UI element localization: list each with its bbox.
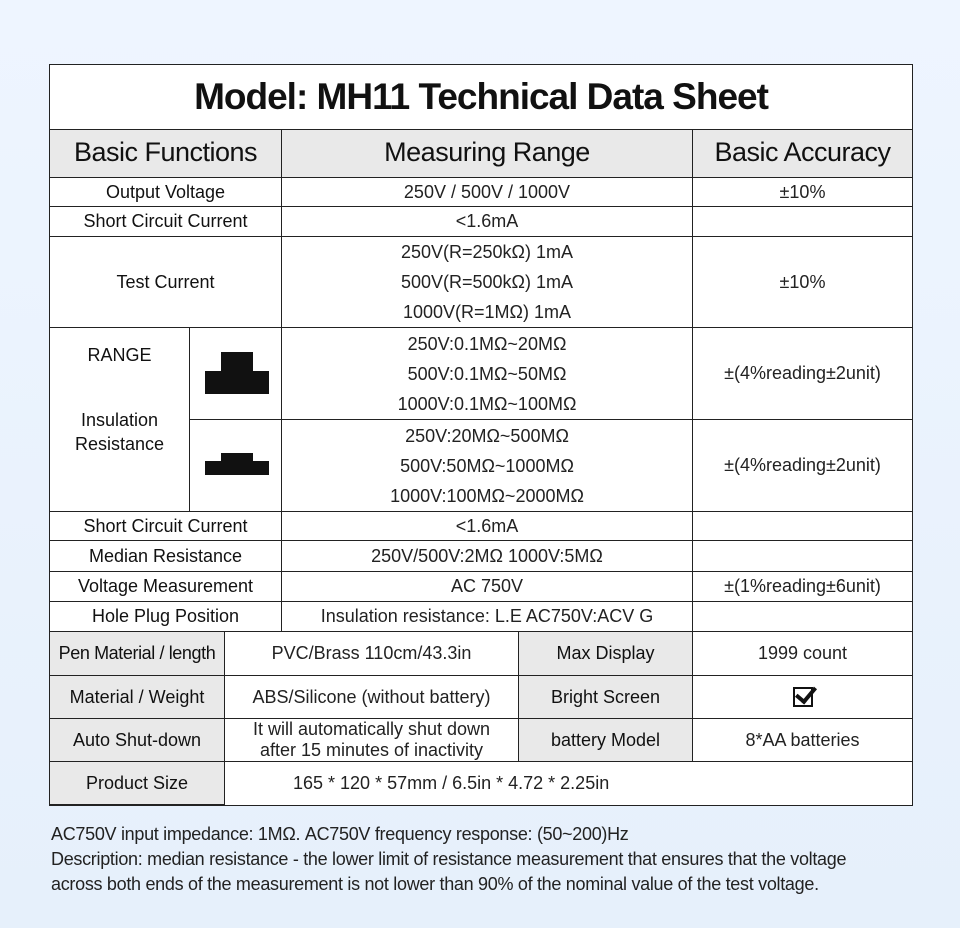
insulation-resistance-label — [50, 405, 189, 459]
short-circuit-current-label: Short Circuit Current — [83, 211, 248, 232]
insulation-label-line1: Insulation — [80, 410, 159, 430]
insulation-high-range-line: 500V:0.1MΩ~50MΩ — [407, 363, 567, 384]
voltage-measurement-range: AC 750V — [450, 576, 524, 597]
insulation-low-range-line: 500V:50MΩ~1000MΩ — [400, 455, 574, 476]
material-weight-label: Material / Weight — [69, 686, 205, 707]
low-range-icon — [205, 452, 269, 476]
pen-material-value: PVC/Brass 110cm/43.3in — [271, 643, 472, 664]
output-voltage-range: 250V / 500V / 1000V — [403, 181, 571, 202]
voltage-measurement-accuracy: ±(1%reading±6unit) — [724, 576, 881, 597]
pen-material-label: Pen Material / length — [58, 643, 216, 664]
product-size-label: Product Size — [85, 773, 189, 794]
median-resistance-range: 250V/500V:2MΩ 1000V:5MΩ — [371, 545, 603, 566]
insulation-low-accuracy: ±(4%reading±2unit) — [724, 455, 881, 476]
test-current-accuracy: ±10% — [779, 271, 826, 292]
test-current-range — [282, 237, 692, 327]
short-circuit-current-accuracy — [693, 207, 912, 236]
short-circuit-current-range: <1.6mA — [455, 211, 519, 232]
header-basic-functions: Basic Functions — [73, 137, 258, 168]
footnote-impedance: AC750V input impedance: 1MΩ. AC750V frequency response: (50~200)Hz — [51, 824, 629, 844]
median-resistance-accuracy — [693, 541, 912, 571]
hole-plug-accuracy — [693, 602, 912, 631]
auto-shutdown-label: Auto Shut-down — [72, 729, 202, 750]
insulation-high-range — [282, 328, 692, 419]
max-display-value: 1999 count — [757, 643, 848, 664]
battery-model-value: 8*AA batteries — [745, 729, 860, 750]
max-display-label: Max Display — [556, 643, 655, 664]
insulation-high-range-line: 250V:0.1MΩ~20MΩ — [407, 333, 567, 354]
footnote-description-cont: across both ends of the measurement is not lower than 90% of the nominal value of the test voltage. — [51, 874, 819, 894]
auto-shutdown-line1: It will automatically shut down — [252, 719, 491, 739]
material-weight-value: ABS/Silicone (without battery) — [252, 686, 491, 707]
output-voltage-accuracy: ±10% — [779, 181, 826, 202]
test-current-label: Test Current — [116, 271, 215, 292]
test-current-range-line: 1000V(R=1MΩ) 1mA — [402, 302, 572, 322]
short-circuit-current-label-2: Short Circuit Current — [83, 515, 248, 536]
footnote-description: Description: median resistance - the lower limit of resistance measurement that ensures that the voltage — [51, 849, 847, 869]
header-measuring-range: Measuring Range — [384, 137, 590, 168]
data-sheet-table — [49, 64, 913, 806]
insulation-high-range-line: 1000V:0.1MΩ~100MΩ — [397, 393, 577, 414]
range-label: RANGE — [87, 344, 152, 365]
auto-shutdown-line2: after 15 minutes of inactivity — [259, 740, 484, 760]
insulation-low-range-line: 1000V:100MΩ~2000MΩ — [390, 485, 584, 506]
auto-shutdown-value — [225, 719, 518, 761]
short-circuit-current-accuracy-2 — [693, 512, 912, 540]
page-title: Model: MH11 Technical Data Sheet — [194, 75, 768, 117]
insulation-low-range-line: 250V:20MΩ~500MΩ — [405, 425, 569, 446]
test-current-range-line: 500V(R=500kΩ) 1mA — [400, 272, 574, 292]
insulation-low-range — [282, 420, 692, 511]
battery-model-label: battery Model — [550, 729, 661, 750]
checkbox-checked-icon — [793, 687, 813, 707]
insulation-high-accuracy: ±(4%reading±2unit) — [724, 363, 881, 384]
header-basic-accuracy: Basic Accuracy — [714, 137, 891, 168]
hole-plug-range: Insulation resistance: L.E AC750V:ACV G — [320, 606, 654, 627]
median-resistance-label: Median Resistance — [88, 545, 243, 566]
hole-plug-label: Hole Plug Position — [91, 606, 240, 627]
short-circuit-current-range-2: <1.6mA — [455, 515, 519, 536]
insulation-label-line2: Resistance — [74, 434, 165, 454]
voltage-measurement-label: Voltage Measurement — [77, 576, 254, 597]
test-current-range-line: 250V(R=250kΩ) 1mA — [400, 242, 574, 262]
product-size-value: 165 * 120 * 57mm / 6.5in * 4.72 * 2.25in — [293, 773, 610, 794]
bright-screen-value — [693, 676, 912, 718]
output-voltage-label: Output Voltage — [105, 181, 226, 202]
high-range-icon — [205, 350, 269, 396]
bright-screen-label: Bright Screen — [550, 686, 661, 707]
